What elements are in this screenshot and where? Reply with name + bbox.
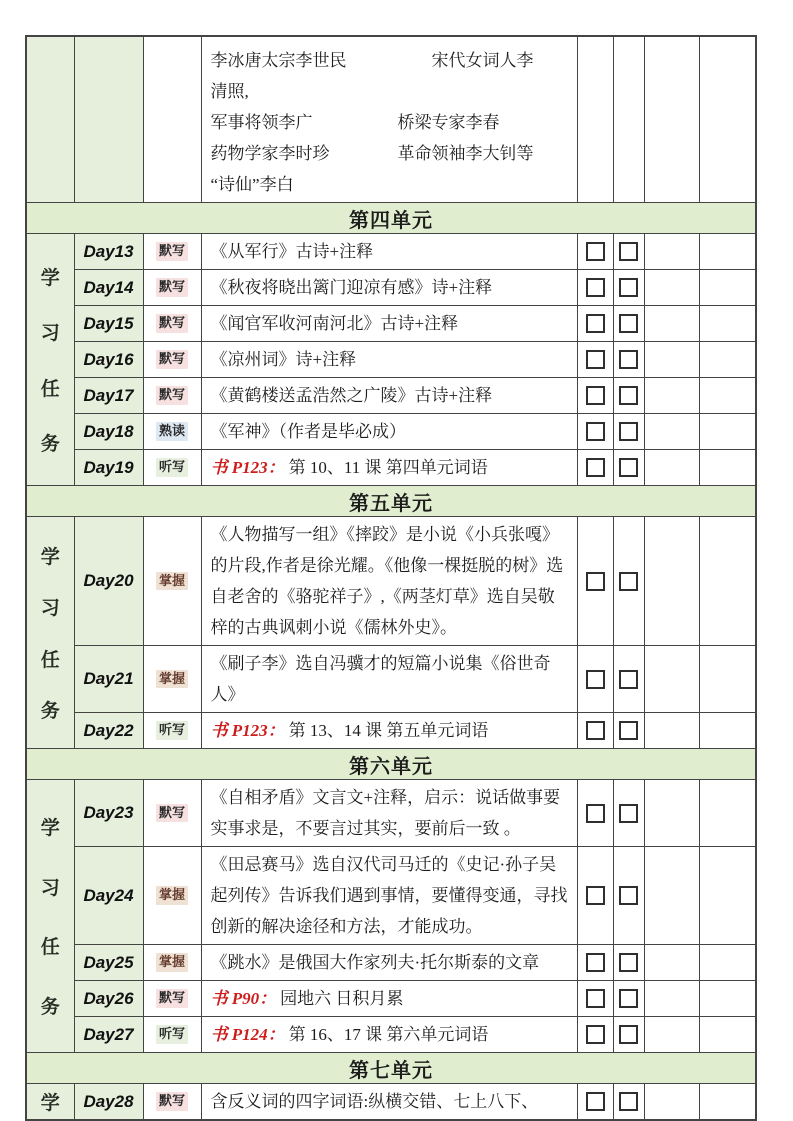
- side-label-char: 习: [40, 323, 60, 345]
- checkbox[interactable]: [586, 804, 605, 823]
- side-label-char: 任: [40, 378, 60, 400]
- task-text-wrap: [202, 342, 577, 377]
- task-badge: 掌握: [156, 886, 188, 904]
- checkbox-cell: [577, 847, 613, 945]
- checkbox-cell: [577, 1084, 613, 1121]
- day-label: Day27: [83, 1024, 134, 1044]
- side-label-char: 学: [40, 1093, 60, 1114]
- side-cell: [26, 517, 74, 749]
- task-cell: [201, 450, 577, 486]
- task-badge: 听写: [156, 1025, 188, 1043]
- task-row: [26, 517, 756, 646]
- task-text-wrap: [202, 517, 577, 645]
- checkbox-cell: [613, 780, 644, 847]
- task-text-wrap: [202, 450, 577, 485]
- checkbox-cell: [613, 981, 644, 1017]
- checkbox[interactable]: [619, 458, 638, 477]
- day-cell: [74, 378, 143, 414]
- task-text: 《凉州词》诗+注释: [210, 350, 357, 369]
- empty-cell: [644, 342, 699, 378]
- task-text: 《秋夜将晓出篱门迎凉有感》诗+注释: [210, 278, 493, 297]
- task-row: [26, 1084, 756, 1121]
- task-text: 《自相矛盾》文言文+注释，启示：说话做事要实事求是，不要言过其实，要前后一致 。: [210, 788, 561, 838]
- empty-cell: [699, 342, 756, 378]
- day-label: Day13: [83, 241, 134, 261]
- task-row: [26, 270, 756, 306]
- task-row: [26, 306, 756, 342]
- checkbox[interactable]: [619, 572, 638, 591]
- task-row: [26, 713, 756, 749]
- checkbox[interactable]: [619, 278, 638, 297]
- task-text-wrap: [202, 1017, 577, 1052]
- continuation-line: 李冰唐太宗李世民 宋代女词人李: [210, 51, 534, 70]
- continuation-line: 药物学家李时珍 革命领袖李大钊等: [210, 144, 534, 163]
- badge-cell: [143, 847, 201, 945]
- day-cell: [74, 981, 143, 1017]
- task-row: [26, 780, 756, 847]
- task-text: 园地六 日积月累: [280, 989, 404, 1008]
- empty-cell: [644, 450, 699, 486]
- badge-cell: [143, 450, 201, 486]
- side-label: [27, 234, 74, 485]
- day-cell: [74, 847, 143, 945]
- checkbox-cell: [613, 1084, 644, 1121]
- continuation-line: 军事将领李广 桥梁专家李春: [210, 113, 500, 132]
- checkbox[interactable]: [586, 1092, 605, 1111]
- unit-band-row: [26, 486, 756, 517]
- unit-band-title: 第五单元: [26, 486, 756, 517]
- continuation-text-cell: [201, 36, 577, 203]
- task-cell: [201, 378, 577, 414]
- task-text-wrap: [202, 981, 577, 1016]
- checkbox-cell: [613, 847, 644, 945]
- empty-cell: [699, 36, 756, 203]
- side-label: [27, 517, 74, 748]
- task-badge: 默写: [156, 1092, 188, 1110]
- checkbox[interactable]: [586, 242, 605, 261]
- empty-cell: [699, 945, 756, 981]
- task-cell: [201, 1017, 577, 1053]
- empty-cell: [699, 1084, 756, 1121]
- checkbox[interactable]: [586, 670, 605, 689]
- badge-cell: [143, 306, 201, 342]
- empty-cell: [699, 306, 756, 342]
- empty-cell: [699, 378, 756, 414]
- checkbox-cell: [577, 780, 613, 847]
- day-cell: [74, 270, 143, 306]
- unit-band-row: [26, 203, 756, 234]
- side-cell: [26, 1084, 74, 1121]
- day-label: Day21: [83, 669, 134, 688]
- empty-cell: [644, 847, 699, 945]
- day-cell: [74, 646, 143, 713]
- empty-cell: [644, 981, 699, 1017]
- task-red-prefix: 书 P123：: [210, 458, 285, 477]
- day-label: Day20: [83, 571, 134, 590]
- study-schedule-table: [25, 35, 757, 1121]
- task-text: 《黄鹤楼送孟浩然之广陵》古诗+注释: [210, 386, 493, 405]
- checkbox-cell: [613, 450, 644, 486]
- task-badge: 默写: [156, 386, 188, 404]
- empty-cell: [699, 414, 756, 450]
- task-text: 第 13、14 课 第五单元词语: [288, 721, 489, 740]
- checkbox-cell: [613, 646, 644, 713]
- task-cell: [201, 981, 577, 1017]
- checkbox[interactable]: [619, 721, 638, 740]
- task-text-wrap: [202, 945, 577, 980]
- task-row: [26, 646, 756, 713]
- badge-cell: [143, 36, 201, 203]
- day-label: Day24: [83, 885, 134, 905]
- empty-cell: [644, 780, 699, 847]
- task-red-prefix: 书 P124：: [210, 1025, 285, 1044]
- task-text: 《军神》（作者是毕必成）: [210, 422, 406, 441]
- task-text: 第 10、11 课 第四单元词语: [288, 458, 488, 477]
- checkbox-cell: [577, 342, 613, 378]
- task-cell: [201, 234, 577, 270]
- checkbox[interactable]: [619, 422, 638, 441]
- task-row: [26, 414, 756, 450]
- checkbox[interactable]: [619, 1025, 638, 1044]
- task-badge: 掌握: [156, 572, 188, 590]
- day-cell: [74, 713, 143, 749]
- empty-cell: [699, 981, 756, 1017]
- checkbox-cell: [613, 342, 644, 378]
- empty-cell: [699, 234, 756, 270]
- checkbox-cell: [577, 646, 613, 713]
- day-label: Day25: [83, 952, 134, 972]
- day-label: Day16: [83, 349, 134, 369]
- day-cell: [74, 342, 143, 378]
- empty-cell: [644, 1084, 699, 1121]
- checkbox[interactable]: [619, 242, 638, 261]
- badge-cell: [143, 1017, 201, 1053]
- checkbox[interactable]: [586, 721, 605, 740]
- checkbox[interactable]: [586, 386, 605, 405]
- task-cell: [201, 517, 577, 646]
- checkbox-cell: [577, 378, 613, 414]
- task-cell: [201, 713, 577, 749]
- task-text-wrap: [202, 414, 577, 449]
- day-cell: [74, 780, 143, 847]
- checkbox-cell: [613, 713, 644, 749]
- checkbox-cell: [577, 414, 613, 450]
- side-cell: [26, 780, 74, 1053]
- side-cell: [26, 36, 74, 203]
- checkbox[interactable]: [586, 278, 605, 297]
- checkbox[interactable]: [619, 989, 638, 1008]
- empty-cell: [644, 306, 699, 342]
- checkbox-cell: [613, 234, 644, 270]
- task-text: 《田忌赛马》选自汉代司马迁的《史记·孙子吴起列传》告诉我们遇到事情，要懂得变通，寻找创新的解决途径和方法，才能成功。: [210, 855, 568, 936]
- checkbox[interactable]: [586, 953, 605, 972]
- task-cell: [201, 646, 577, 713]
- badge-cell: [143, 646, 201, 713]
- continuation-text: [202, 37, 577, 202]
- checkbox-cell: [613, 414, 644, 450]
- task-cell: [201, 945, 577, 981]
- task-text-wrap: [202, 780, 577, 846]
- task-cell: [201, 270, 577, 306]
- task-badge: 掌握: [156, 953, 188, 971]
- badge-cell: [143, 342, 201, 378]
- task-badge: 默写: [156, 278, 188, 296]
- checkbox[interactable]: [619, 314, 638, 333]
- empty-cell: [644, 646, 699, 713]
- task-cell: [201, 414, 577, 450]
- empty-cell: [699, 713, 756, 749]
- day-label: Day14: [83, 277, 134, 297]
- day-label: Day15: [83, 313, 134, 333]
- day-label: Day28: [83, 1091, 134, 1111]
- task-badge: 默写: [156, 350, 188, 368]
- task-text-wrap: [202, 378, 577, 413]
- task-row: [26, 342, 756, 378]
- checkbox-cell: [577, 981, 613, 1017]
- day-cell: [74, 306, 143, 342]
- task-row: [26, 981, 756, 1017]
- empty-cell: [644, 270, 699, 306]
- empty-cell: [644, 517, 699, 646]
- empty-cell: [699, 847, 756, 945]
- task-text-wrap: [202, 713, 577, 748]
- checkbox-cell: [577, 713, 613, 749]
- checkbox[interactable]: [586, 989, 605, 1008]
- side-label-char: 习: [40, 598, 60, 620]
- side-label-char: 务: [40, 434, 60, 456]
- day-cell: [74, 1084, 143, 1121]
- checkbox-cell: [613, 306, 644, 342]
- day-cell: [74, 234, 143, 270]
- task-text: 《从军行》古诗+注释: [210, 242, 374, 261]
- checkbox[interactable]: [586, 422, 605, 441]
- checkbox-cell: [577, 270, 613, 306]
- badge-cell: [143, 517, 201, 646]
- empty-cell: [613, 36, 644, 203]
- task-text: 第 16、17 课 第六单元词语: [288, 1025, 489, 1044]
- unit-band-title: 第七单元: [26, 1053, 756, 1084]
- day-cell: [74, 450, 143, 486]
- checkbox[interactable]: [586, 458, 605, 477]
- day-label: Day23: [83, 803, 134, 822]
- badge-cell: [143, 234, 201, 270]
- task-badge: 默写: [156, 804, 188, 822]
- empty-cell: [699, 517, 756, 646]
- checkbox-cell: [577, 945, 613, 981]
- task-text: 《刷子李》选自冯骥才的短篇小说集《俗世奇人》: [210, 654, 551, 704]
- badge-cell: [143, 1084, 201, 1121]
- task-row: [26, 1017, 756, 1053]
- checkbox-cell: [577, 234, 613, 270]
- empty-cell: [644, 414, 699, 450]
- unit-band-row: [26, 1053, 756, 1084]
- badge-cell: [143, 780, 201, 847]
- day-label: Day22: [83, 720, 134, 740]
- checkbox[interactable]: [619, 804, 638, 823]
- unit-band-row: [26, 749, 756, 780]
- task-cell: [201, 306, 577, 342]
- side-label-char: 务: [40, 997, 60, 1019]
- checkbox[interactable]: [619, 886, 638, 905]
- empty-cell: [644, 1017, 699, 1053]
- side-label-char: 务: [40, 701, 60, 723]
- empty-cell: [644, 234, 699, 270]
- task-cell: [201, 1084, 577, 1121]
- side-label-char: 任: [40, 937, 60, 959]
- side-label: [27, 1084, 74, 1119]
- task-text-wrap: [202, 270, 577, 305]
- checkbox-cell: [577, 306, 613, 342]
- side-label-char: 学: [40, 267, 60, 289]
- checkbox-cell: [613, 945, 644, 981]
- continuation-line: 清照,: [210, 82, 249, 101]
- checkbox[interactable]: [586, 350, 605, 369]
- empty-cell: [577, 36, 613, 203]
- task-badge: 听写: [156, 458, 188, 476]
- task-badge: 默写: [156, 242, 188, 260]
- day-cell: [74, 517, 143, 646]
- task-badge: 默写: [156, 989, 188, 1007]
- badge-cell: [143, 945, 201, 981]
- task-cell: [201, 342, 577, 378]
- checkbox[interactable]: [619, 350, 638, 369]
- task-badge: 默写: [156, 314, 188, 332]
- checkbox[interactable]: [619, 1092, 638, 1111]
- task-badge: 熟读: [156, 422, 188, 440]
- empty-cell: [644, 378, 699, 414]
- checkbox-cell: [577, 450, 613, 486]
- day-cell: [74, 1017, 143, 1053]
- day-label: Day17: [83, 385, 134, 405]
- checkbox-cell: [613, 270, 644, 306]
- badge-cell: [143, 414, 201, 450]
- task-text-wrap: [202, 1084, 577, 1119]
- badge-cell: [143, 270, 201, 306]
- badge-cell: [143, 378, 201, 414]
- checkbox[interactable]: [586, 1025, 605, 1044]
- checkbox-cell: [577, 517, 613, 646]
- side-label: [27, 780, 74, 1052]
- empty-cell: [644, 945, 699, 981]
- empty-cell: [699, 780, 756, 847]
- continuation-line: “诗仙”李白: [210, 175, 294, 194]
- side-label-char: 任: [40, 649, 60, 671]
- checkbox[interactable]: [619, 953, 638, 972]
- side-cell: [26, 234, 74, 486]
- task-text-wrap: [202, 306, 577, 341]
- task-row: [26, 234, 756, 270]
- task-text: 《闻官军收河南河北》古诗+注释: [210, 314, 459, 333]
- badge-cell: [143, 981, 201, 1017]
- checkbox[interactable]: [619, 670, 638, 689]
- empty-cell: [644, 713, 699, 749]
- day-label: Day19: [83, 457, 134, 477]
- checkbox-cell: [613, 378, 644, 414]
- task-text-wrap: [202, 234, 577, 269]
- checkbox-cell: [577, 1017, 613, 1053]
- task-row: [26, 945, 756, 981]
- day-label: Day18: [83, 421, 134, 441]
- day-cell: [74, 36, 143, 203]
- empty-cell: [699, 646, 756, 713]
- day-cell: [74, 414, 143, 450]
- task-text: 含反义词的四字词语:纵横交错、七上八下、: [210, 1092, 539, 1111]
- day-label: Day26: [83, 988, 134, 1008]
- task-row: [26, 378, 756, 414]
- side-label-char: 习: [40, 877, 60, 899]
- empty-cell: [699, 270, 756, 306]
- empty-cell: [699, 450, 756, 486]
- continuation-row: [26, 36, 756, 203]
- task-cell: [201, 780, 577, 847]
- checkbox[interactable]: [586, 886, 605, 905]
- side-label-char: 学: [40, 817, 60, 839]
- unit-band-title: 第四单元: [26, 203, 756, 234]
- task-text-wrap: [202, 847, 577, 944]
- task-text: 《跳水》是俄国大作家列夫·托尔斯泰的文章: [210, 953, 540, 972]
- task-red-prefix: 书 P90：: [210, 989, 277, 1008]
- unit-band-title: 第六单元: [26, 749, 756, 780]
- task-red-prefix: 书 P123：: [210, 721, 285, 740]
- checkbox[interactable]: [619, 386, 638, 405]
- checkbox[interactable]: [586, 572, 605, 591]
- day-cell: [74, 945, 143, 981]
- badge-cell: [143, 713, 201, 749]
- empty-cell: [699, 1017, 756, 1053]
- task-cell: [201, 847, 577, 945]
- task-text-wrap: [202, 646, 577, 712]
- empty-cell: [644, 36, 699, 203]
- checkbox-cell: [613, 517, 644, 646]
- task-text: 《人物描写一组》《摔跤》是小说《小兵张嘎》的片段,作者是徐光耀。《他像一棵挺脱的树》选自老舍的《骆驼祥子》,《两茎灯草》选自吴敬梓的古典讽刺小说《儒林外史》。: [210, 525, 564, 637]
- task-badge: 掌握: [156, 670, 188, 688]
- task-row: [26, 847, 756, 945]
- side-label-char: 学: [40, 546, 60, 568]
- task-badge: 听写: [156, 721, 188, 739]
- task-row: [26, 450, 756, 486]
- checkbox-cell: [613, 1017, 644, 1053]
- checkbox[interactable]: [586, 314, 605, 333]
